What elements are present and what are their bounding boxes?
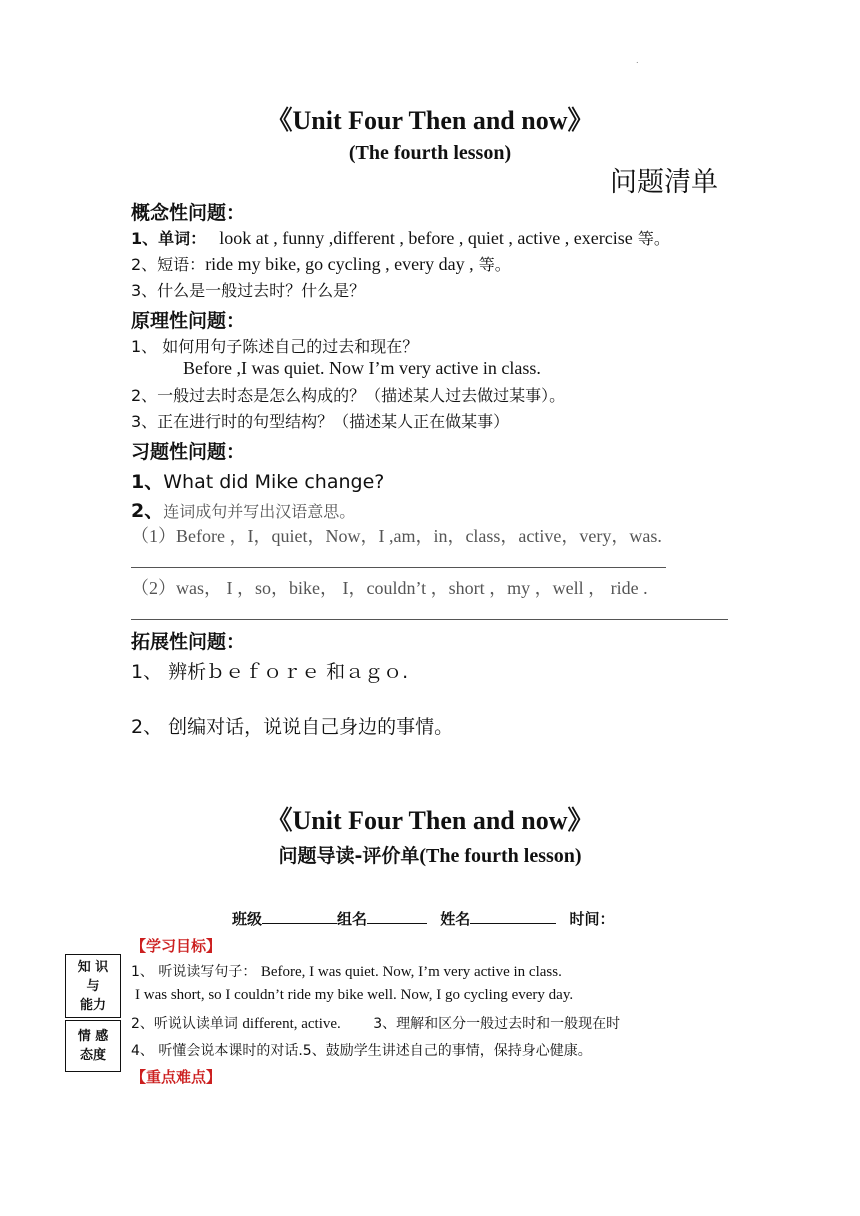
student-info-line — [232, 908, 615, 929]
conceptual-line-2-label: 2、短语： — [131, 255, 206, 274]
emotion-box-line-2: 态度 — [79, 1048, 106, 1063]
name-blank[interactable] — [470, 909, 556, 924]
conceptual-line-2 — [131, 252, 511, 275]
objective-2-label: 2、听说认读单词 — [131, 1016, 238, 1032]
conceptual-line-3: 3、什么是一般过去时？什么是？ — [131, 281, 366, 300]
exercise-line-1-num: 1、 — [131, 471, 164, 493]
objective-2-text: different, active. — [242, 1016, 341, 1032]
name-label: 姓名 — [440, 910, 471, 928]
exercise-line-2 — [131, 496, 355, 523]
conceptual-line-1-end: 等。 — [637, 229, 670, 248]
knowledge-ability-box — [65, 954, 121, 1018]
knowledge-box-line-3: 能力 — [79, 998, 106, 1013]
group-blank[interactable] — [367, 909, 427, 924]
exercise-item-2: （2）was， I ，so，bike， I，couldn’t ，short ，my ，well ， ride . — [131, 578, 648, 598]
exercise-item-1: （1）Before ，I，quiet，Now，I ,am，in，class，active，very，was. — [131, 526, 662, 546]
guide-subtitle-en: (The fourth lesson) — [419, 845, 582, 867]
objective-1b-text: I was short, so I couldn’t ride my bike well. Now, I go cycling every day. — [135, 987, 574, 1003]
exercise-heading: 习题性问题： — [131, 441, 246, 463]
lesson-subtitle: (The fourth lesson) — [348, 142, 512, 164]
emotion-attitude-box — [65, 1020, 121, 1072]
class-blank[interactable] — [262, 909, 337, 924]
principle-heading: 原理性问题： — [131, 310, 246, 332]
principle-line-2: 2、一般过去时态是怎么构成的？（描述某人过去做过某事）。 — [131, 386, 566, 405]
guide-subtitle-cn: 问题导读-评价单 — [278, 845, 420, 867]
conceptual-heading: 概念性问题： — [131, 202, 246, 224]
exercise-line-2-num: 2、 — [131, 500, 164, 522]
conceptual-words: look at , funny ,different , before , quiet , active , exercise — [219, 228, 633, 248]
corner-mark: . — [636, 56, 639, 65]
group-label: 组名 — [337, 910, 368, 928]
objective-1b — [135, 987, 573, 1004]
objectives-heading: 【学习目标】 — [131, 937, 222, 955]
knowledge-box-line-2: 与 — [86, 979, 100, 994]
objective-1 — [131, 961, 562, 981]
objective-3: 3、理解和区分一般过去时和一般现在时 — [373, 1016, 621, 1032]
class-label: 班级 — [232, 910, 263, 928]
answer-line-1 — [131, 567, 666, 568]
key-points-heading: 【重点难点】 — [131, 1068, 222, 1086]
exercise-line-1 — [131, 467, 384, 494]
conceptual-line-2-end: 等。 — [478, 255, 511, 274]
exercise-line-2-text: 连词成句并写出汉语意思。 — [163, 502, 356, 521]
extension-heading: 拓展性问题： — [131, 631, 246, 653]
guide-subtitle — [0, 841, 860, 868]
emotion-box-line-1: 情 感 — [77, 1029, 109, 1044]
principle-line-3: 3、正在进行时的句型结构？（描述某人正在做某事） — [131, 412, 510, 431]
exercise-line-1-text: What did Mike change? — [163, 471, 385, 493]
principle-example-text: Before ,I was quiet. Now I’m very active in class. — [183, 358, 541, 378]
conceptual-line-1-label: 1、单词： — [131, 229, 207, 248]
time-label: 时间： — [569, 910, 615, 928]
principle-example — [183, 358, 541, 379]
knowledge-box-line-1: 知 识 — [77, 960, 109, 975]
guide-title: 《Unit Four Then and now》 — [266, 806, 594, 835]
extension-line-2: 2、 创编对话，说说自己身边的事情。 — [131, 716, 454, 738]
objective-2 — [131, 1013, 620, 1033]
objective-1-label: 1、 听说读写句子： — [131, 964, 257, 980]
unit-title: 《Unit Four Then and now》 — [266, 106, 594, 135]
extension-line-1: 1、 辨析ｂｅｆｏｒｅ 和ａｇｏ. — [131, 661, 409, 683]
principle-line-1: 1、 如何用句子陈述自己的过去和现在？ — [131, 337, 419, 356]
objective-4: 4、 听懂会说本课时的对话.5、鼓励学生讲述自己的事情，保持身心健康。 — [131, 1043, 592, 1059]
conceptual-phrases: ride my bike, go cycling , every day , — [205, 254, 474, 274]
answer-line-2 — [131, 619, 728, 620]
conceptual-line-1 — [131, 226, 670, 249]
objective-1-text: Before, I was quiet. Now, I’m very active in class. — [260, 964, 562, 980]
question-list-heading: 问题清单 — [610, 167, 718, 198]
